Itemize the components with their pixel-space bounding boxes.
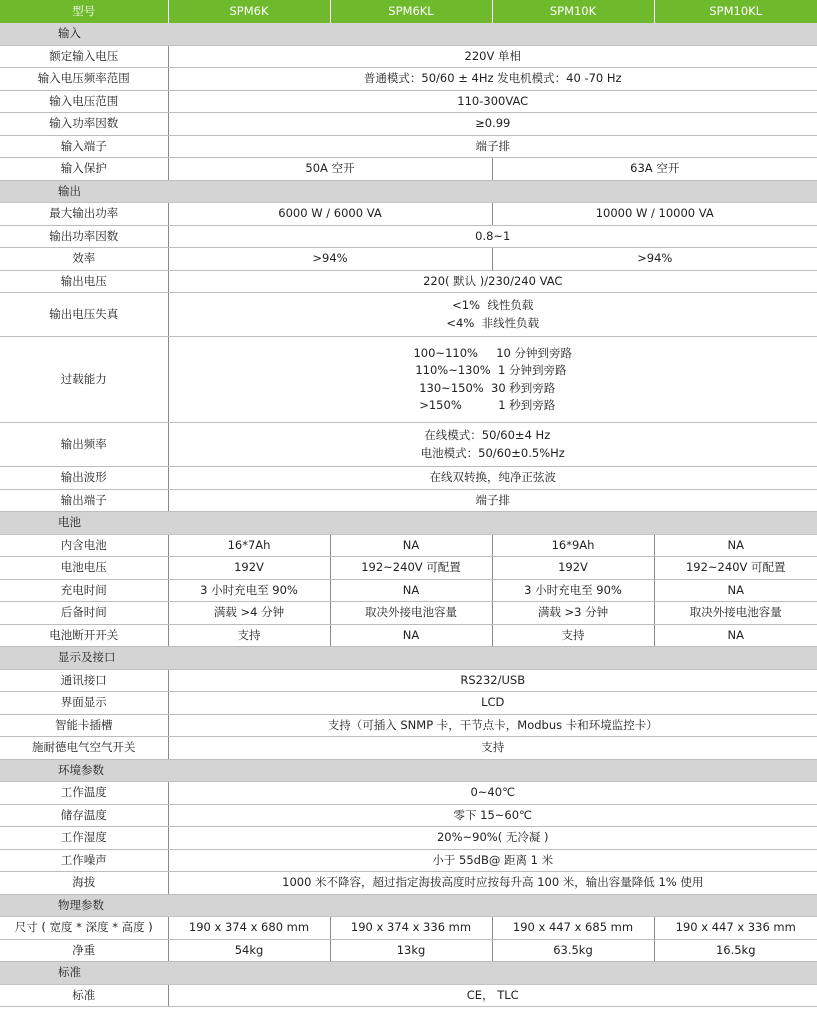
table-row — [0, 939, 817, 962]
value-line: <4% 非线性负载 — [446, 315, 540, 330]
row-value: LCD — [168, 692, 817, 715]
row-value: 50A 空开 — [168, 158, 492, 181]
table-row — [0, 467, 817, 490]
row-value: 支持（可插入 SNMP 卡，干节点卡，Modbus 卡和环境监控卡） — [168, 714, 817, 737]
row-value: 满载 >3 分钟 — [492, 602, 654, 625]
table-row — [0, 669, 817, 692]
value-line: 在线模式：50/60±4 Hz — [424, 428, 562, 442]
row-value: 190 x 374 x 336 mm — [330, 917, 492, 940]
row-label: 效率 — [0, 248, 168, 271]
row-value: 普通模式：50/60 ± 4Hz 发电机模式：40 -70 Hz — [168, 68, 817, 91]
row-value: 190 x 374 x 680 mm — [168, 917, 330, 940]
row-value: 16.5kg — [654, 939, 817, 962]
row-value: 192V — [492, 557, 654, 580]
row-label: 充电时间 — [0, 579, 168, 602]
table-row — [0, 827, 817, 850]
row-label: 输出端子 — [0, 489, 168, 512]
row-value: 满载 >4 分钟 — [168, 602, 330, 625]
row-value: 零下 15~60℃ — [168, 804, 817, 827]
row-value: 0~40℃ — [168, 782, 817, 805]
row-label: 标准 — [0, 984, 168, 1007]
section-title: 标准 — [0, 962, 817, 985]
row-value: 支持 — [492, 624, 654, 647]
row-label: 过载能力 — [0, 337, 168, 423]
row-value: 110-300VAC — [168, 90, 817, 113]
table-row — [0, 423, 817, 467]
row-value: NA — [654, 624, 817, 647]
row-label: 输出频率 — [0, 423, 168, 467]
table-row — [0, 692, 817, 715]
row-label: 后备时间 — [0, 602, 168, 625]
table-row — [0, 714, 817, 737]
row-label: 通讯接口 — [0, 669, 168, 692]
row-value: ≥0.99 — [168, 113, 817, 136]
row-value: 190 x 447 x 685 mm — [492, 917, 654, 940]
table-row — [0, 90, 817, 113]
row-label: 工作温度 — [0, 782, 168, 805]
row-label: 净重 — [0, 939, 168, 962]
section-title: 输出 — [0, 180, 817, 203]
value-line: <1% 线性负载 — [452, 298, 534, 312]
row-value: 端子排 — [168, 489, 817, 512]
row-value — [168, 423, 817, 467]
row-value: NA — [330, 624, 492, 647]
row-value: 20%~90%( 无冷凝 ) — [168, 827, 817, 850]
row-value: NA — [330, 579, 492, 602]
row-value — [168, 293, 817, 337]
row-value: RS232/USB — [168, 669, 817, 692]
row-value: 3 小时充电至 90% — [492, 579, 654, 602]
row-label: 尺寸 ( 宽度 * 深度 * 高度 ) — [0, 917, 168, 940]
section-header-row — [0, 962, 817, 985]
row-value: 小于 55dB@ 距离 1 米 — [168, 849, 817, 872]
row-label: 输出功率因数 — [0, 225, 168, 248]
row-label: 输入电压范围 — [0, 90, 168, 113]
row-value: 3 小时充电至 90% — [168, 579, 330, 602]
row-value: 1000 米不降容，超过指定海拔高度时应按每升高 100 米，输出容量降低 1% 使用 — [168, 872, 817, 895]
row-value: 在线双转换，纯净正弦波 — [168, 467, 817, 490]
row-label: 电池断开开关 — [0, 624, 168, 647]
row-value: 6000 W / 6000 VA — [168, 203, 492, 226]
row-label: 电池电压 — [0, 557, 168, 580]
table-row — [0, 872, 817, 895]
table-row — [0, 602, 817, 625]
section-title: 环境参数 — [0, 759, 817, 782]
value-line: 100~110% 10 分钟到旁路 — [413, 345, 573, 360]
section-title: 电池 — [0, 512, 817, 535]
row-value: 0.8~1 — [168, 225, 817, 248]
table-row — [0, 113, 817, 136]
row-label: 施耐德电气空气开关 — [0, 737, 168, 760]
table-row — [0, 293, 817, 337]
spec-body — [0, 23, 817, 1007]
row-label: 输入保护 — [0, 158, 168, 181]
row-value: 63A 空开 — [492, 158, 817, 181]
header-spm6k: SPM6K — [168, 0, 330, 23]
row-value: 192V — [168, 557, 330, 580]
row-value: 支持 — [168, 737, 817, 760]
table-row — [0, 45, 817, 68]
row-value: 54kg — [168, 939, 330, 962]
header-model-label: 型号 — [0, 0, 168, 23]
row-label: 内含电池 — [0, 534, 168, 557]
row-value: 取决外接电池容量 — [654, 602, 817, 625]
row-value: NA — [654, 579, 817, 602]
row-label: 海拔 — [0, 872, 168, 895]
row-value: 192~240V 可配置 — [654, 557, 817, 580]
table-row — [0, 158, 817, 181]
table-row — [0, 557, 817, 580]
value-line: >150% 1 秒到旁路 — [419, 398, 567, 412]
row-label: 输入电压频率范围 — [0, 68, 168, 91]
row-label: 界面显示 — [0, 692, 168, 715]
row-value: 63.5kg — [492, 939, 654, 962]
table-row — [0, 68, 817, 91]
row-value: >94% — [492, 248, 817, 271]
value-line: 130~150% 30 秒到旁路 — [419, 380, 567, 395]
row-value: 16*9Ah — [492, 534, 654, 557]
row-label: 输出电压 — [0, 270, 168, 293]
section-header-row — [0, 894, 817, 917]
table-row — [0, 984, 817, 1007]
section-header-row — [0, 647, 817, 670]
row-value: NA — [654, 534, 817, 557]
row-value: 190 x 447 x 336 mm — [654, 917, 817, 940]
row-label: 输入端子 — [0, 135, 168, 158]
table-row — [0, 624, 817, 647]
section-header-row — [0, 759, 817, 782]
row-label: 输出波形 — [0, 467, 168, 490]
row-value: CE， TLC — [168, 984, 817, 1007]
row-label: 输出电压失真 — [0, 293, 168, 337]
section-header-row — [0, 180, 817, 203]
row-value: 支持 — [168, 624, 330, 647]
row-label: 输入功率因数 — [0, 113, 168, 136]
header-spm10k: SPM10K — [492, 0, 654, 23]
row-value: 192~240V 可配置 — [330, 557, 492, 580]
row-value: 端子排 — [168, 135, 817, 158]
row-value: 220V 单相 — [168, 45, 817, 68]
table-row — [0, 270, 817, 293]
header-spm10kl: SPM10KL — [654, 0, 817, 23]
table-row — [0, 534, 817, 557]
row-value — [168, 337, 817, 423]
table-row — [0, 804, 817, 827]
row-label: 最大输出功率 — [0, 203, 168, 226]
row-label: 工作噪声 — [0, 849, 168, 872]
row-value: 220( 默认 )/230/240 VAC — [168, 270, 817, 293]
row-value: 13kg — [330, 939, 492, 962]
row-label: 工作湿度 — [0, 827, 168, 850]
section-title: 物理参数 — [0, 894, 817, 917]
table-row — [0, 248, 817, 271]
table-row — [0, 225, 817, 248]
table-row — [0, 203, 817, 226]
row-value: 10000 W / 10000 VA — [492, 203, 817, 226]
section-header-row — [0, 23, 817, 46]
value-line: 电池模式：50/60±0.5%Hz — [420, 445, 565, 460]
table-row — [0, 489, 817, 512]
table-row — [0, 782, 817, 805]
table-row — [0, 579, 817, 602]
section-title: 输入 — [0, 23, 817, 46]
header-row — [0, 0, 817, 23]
table-row — [0, 337, 817, 423]
row-label: 智能卡插槽 — [0, 714, 168, 737]
table-row — [0, 849, 817, 872]
section-header-row — [0, 512, 817, 535]
row-label: 储存温度 — [0, 804, 168, 827]
row-value: 16*7Ah — [168, 534, 330, 557]
table-row — [0, 135, 817, 158]
section-title: 显示及接口 — [0, 647, 817, 670]
row-value: >94% — [168, 248, 492, 271]
table-row — [0, 737, 817, 760]
header-spm6kl: SPM6KL — [330, 0, 492, 23]
row-label: 额定输入电压 — [0, 45, 168, 68]
row-value: NA — [330, 534, 492, 557]
value-line: 110%~130% 1 分钟到旁路 — [415, 363, 571, 377]
row-value: 取决外接电池容量 — [330, 602, 492, 625]
table-row — [0, 917, 817, 940]
